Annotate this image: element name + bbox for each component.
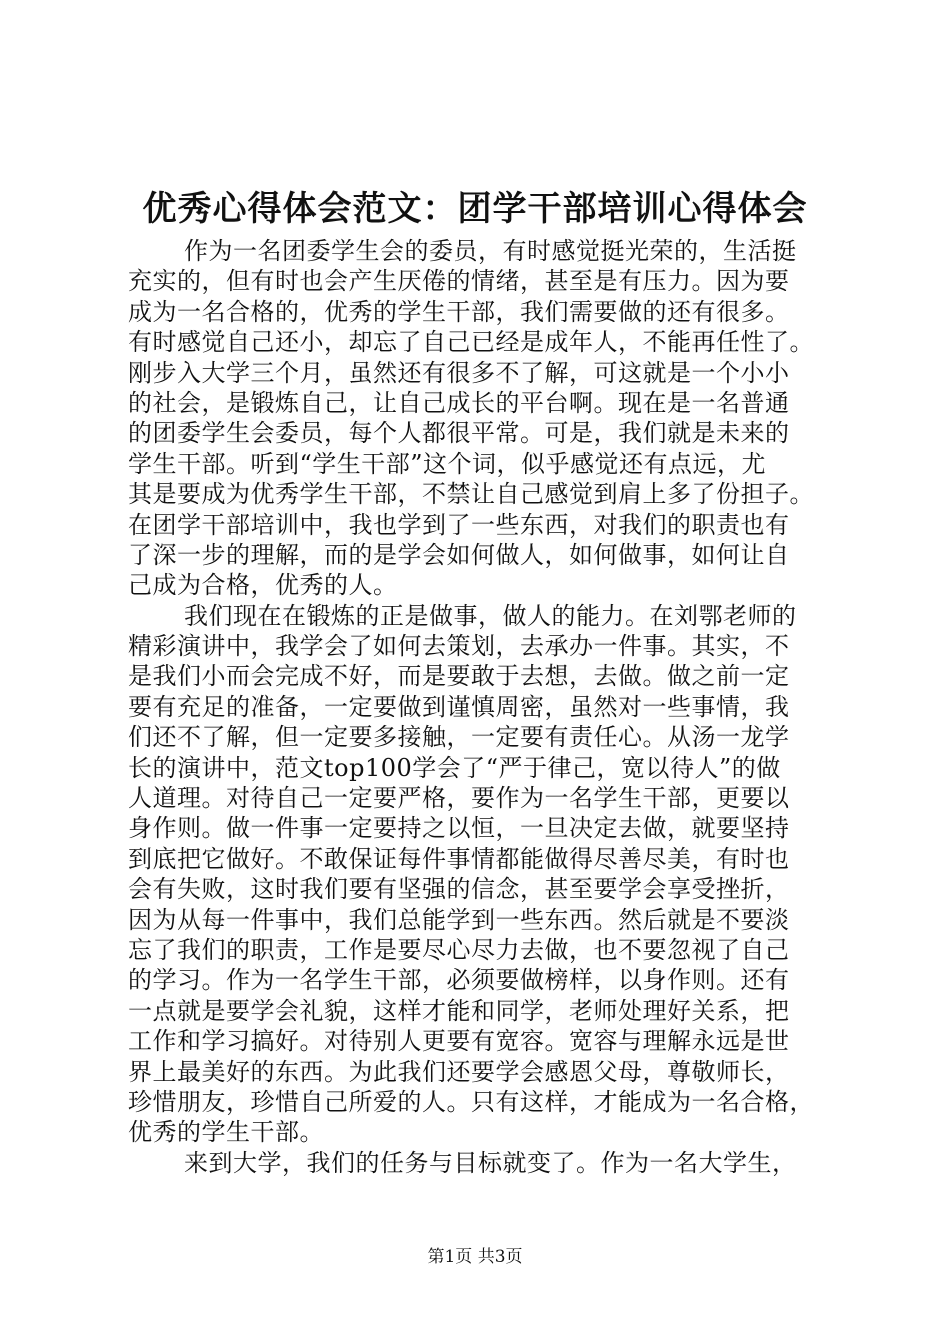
body-line: 其是要成为优秀学生干部，不禁让自己感觉到肩上多了份担子。 [128,480,814,509]
body-line: 工作和学习搞好。对待别人更要有宽容。宽容与理解永远是世 [128,1027,790,1056]
body-line: 忘了我们的职责，工作是要尽心尽力去做，也不要忽视了自己 [128,935,790,964]
body-line: 们还不了解，但一定要多接触，一定要有责任心。从汤一龙学 [128,723,790,752]
body-line: 的团委学生会委员，每个人都很平常。可是，我们就是未来的 [128,419,790,448]
body-line: 到底把它做好。不敢保证每件事情都能做得尽善尽美，有时也 [128,844,790,873]
body-line: 我们现在在锻炼的正是做事，做人的能力。在刘鄂老师的 [184,601,797,630]
body-line: 有时感觉自己还小，却忘了自己已经是成年人，不能再任性了。 [128,328,814,357]
body-line: 会有失败，这时我们要有坚强的信念，甚至要学会享受挫折， [128,875,790,904]
body-line: 己成为合格，优秀的人。 [128,571,398,600]
body-line: 了深一步的理解，而的是学会如何做人，如何做事，如何让自 [128,540,790,569]
body-line: 是我们小而会完成不好，而是要敢于去想，去做。做之前一定 [128,662,790,691]
document-title: 优秀心得体会范文：团学干部培训心得体会 [142,189,808,229]
body-line: 学生干部。听到“学生干部”这个词，似乎感觉还有点远，尤 [128,449,767,478]
body-line: 的社会，是锻炼自己，让自己成长的平台啊。现在是一名普通 [128,388,790,417]
body-line: 作为一名团委学生会的委员，有时感觉挺光荣的，生活挺 [184,237,797,265]
body-line: 的学习。作为一名学生干部，必须要做榜样，以身作则。还有 [128,966,790,995]
document-body [128,236,840,1178]
body-line: 长的演讲中，范文top100学会了“严于律己，宽以待人”的做 [128,753,781,782]
body-line: 一点就是要学会礼貌，这样才能和同学，老师处理好关系，把 [128,996,790,1025]
page-number-footer: 第1页 共3页 [427,1247,523,1267]
body-line: 来到大学，我们的任务与目标就变了。作为一名大学生， [184,1148,797,1177]
body-line: 充实的，但有时也会产生厌倦的情绪，甚至是有压力。因为要 [128,267,790,296]
body-line: 因为从每一件事中，我们总能学到一些东西。然后就是不要淡 [128,905,790,934]
body-line: 人道理。对待自己一定要严格，要作为一名学生干部，更要以 [128,784,790,813]
body-line: 成为一名合格的，优秀的学生干部，我们需要做的还有很多。 [128,297,790,326]
body-line: 珍惜朋友，珍惜自己所爱的人。只有这样，才能成为一名合格， [128,1087,814,1116]
body-line: 刚步入大学三个月，虽然还有很多不了解，可这就是一个小小 [128,358,790,387]
body-line: 在团学干部培训中，我也学到了一些东西，对我们的职责也有 [128,510,790,539]
body-line: 界上最美好的东西。为此我们还要学会感恩父母，尊敬师长， [128,1057,790,1086]
body-line: 要有充足的准备，一定要做到谨慎周密，虽然对一些事情，我 [128,692,790,721]
body-line: 精彩演讲中，我学会了如何去策划，去承办一件事。其实，不 [128,632,790,661]
body-line: 身作则。做一件事一定要持之以恒，一旦决定去做，就要坚持 [128,814,790,843]
body-line: 优秀的学生干部。 [128,1118,324,1147]
